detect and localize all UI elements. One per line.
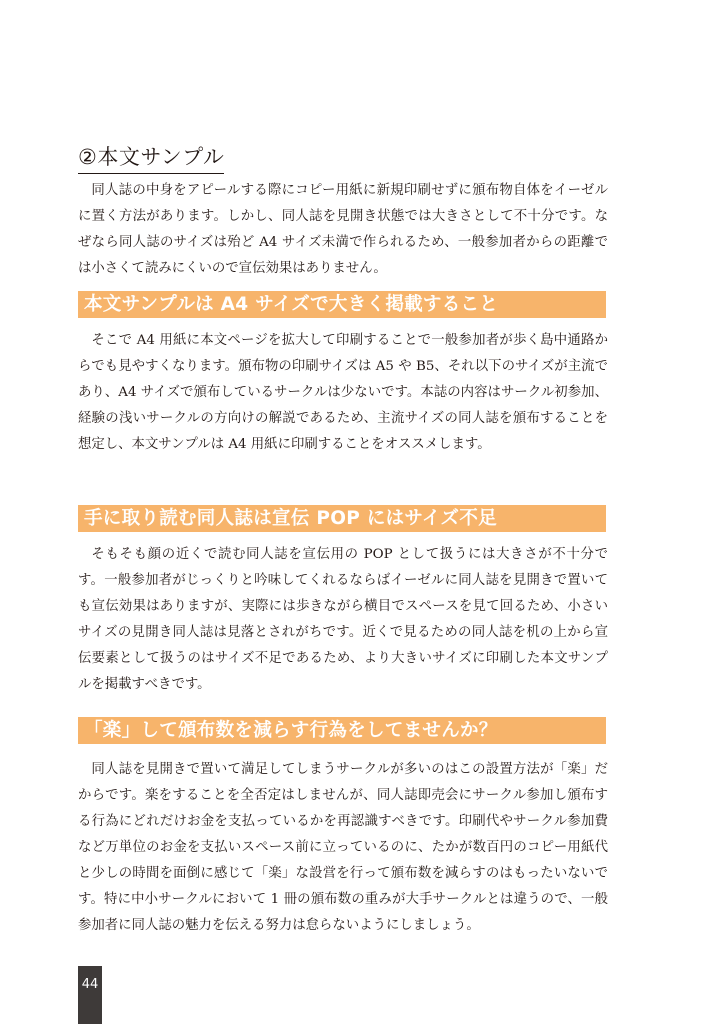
paragraph-easy-way: 同人誌を見開きで置いて満足してしまうサークルが多いのはこの設置方法が「楽」だからです。楽をすることを全否定はしませんが、同人誌即売会にサークル参加し頒布する行為にどれだけお金を支払っているかを再認識すべきです。印刷代やサークル参加費など万単位のお金を支払いスペース前に立っているのに、たかが数百円のコピー用紙代と少しの時間を面倒に感じて「楽」な設営を行って頒布数を減らすのはもったいないです。特に中小サークルにおいて 1 冊の頒布数の重みが大手サークルとは違うので、一般参加者に同人誌の魅力を伝える努力は怠らないようにしましょう。	[78, 762, 608, 933]
paragraph-pop-size: そもそも顔の近くで読む同人誌を宣伝用の POP として扱うには大きさが不十分です。一般参加者がじっくりと吟味してくれるならばイーゼルに同人誌を見開きで置いても宣伝効果はありますが、実際には歩きながら横目でスペースを見て回るため、小さいサイズの見開き同人誌は見落とされがちです。近くで見るための同人誌を机の上から宣伝要素として扱うのはサイズ不足であるため、より大きいサイズに印刷した本文サンプルを掲載すべきです。	[78, 547, 608, 692]
heading-easy-way	[78, 717, 606, 744]
heading-a4-sample	[78, 291, 606, 318]
page-number: 44	[81, 977, 99, 992]
heading-a4-sample-text: 本文サンプルは A4 サイズで大きく掲載すること	[84, 294, 499, 315]
heading-pop-size	[78, 505, 606, 532]
section-title: ②本文サンプル	[78, 143, 224, 174]
page-number-box	[78, 966, 102, 1024]
heading-pop-size-text: 手に取り読む同人誌は宣伝 POP にはサイズ不足	[84, 508, 497, 529]
paragraph-a4-sample: そこで A4 用紙に本文ページを拡大して印刷することで一般参加者が歩く島中通路からでも見やすくなります。頒布物の印刷サイズは A5 や B5、それ以下のサイズが主流であり、A4 サイズで頒布しているサークルは少ないです。本誌の内容はサークル初参加、経験の浅いサークルの方向けの解説であるため、主流サイズの同人誌を頒布することを想定し、本文サンプルは A4 用紙に印刷することをオススメします。	[78, 333, 608, 452]
intro-paragraph: 同人誌の中身をアピールする際にコピー用紙に新規印刷せずに頒布物自体をイーゼルに置く方法があります。しかし、同人誌を見開き状態では大きさとして不十分です。なぜなら同人誌のサイズは殆ど A4 サイズ未満で作られるため、一般参加者からの距離では小さくて読みにくいので宣伝効果はありません。	[78, 183, 608, 276]
heading-easy-way-text: 「楽」して頒布数を減らす行為をしてませんか？	[84, 720, 498, 741]
